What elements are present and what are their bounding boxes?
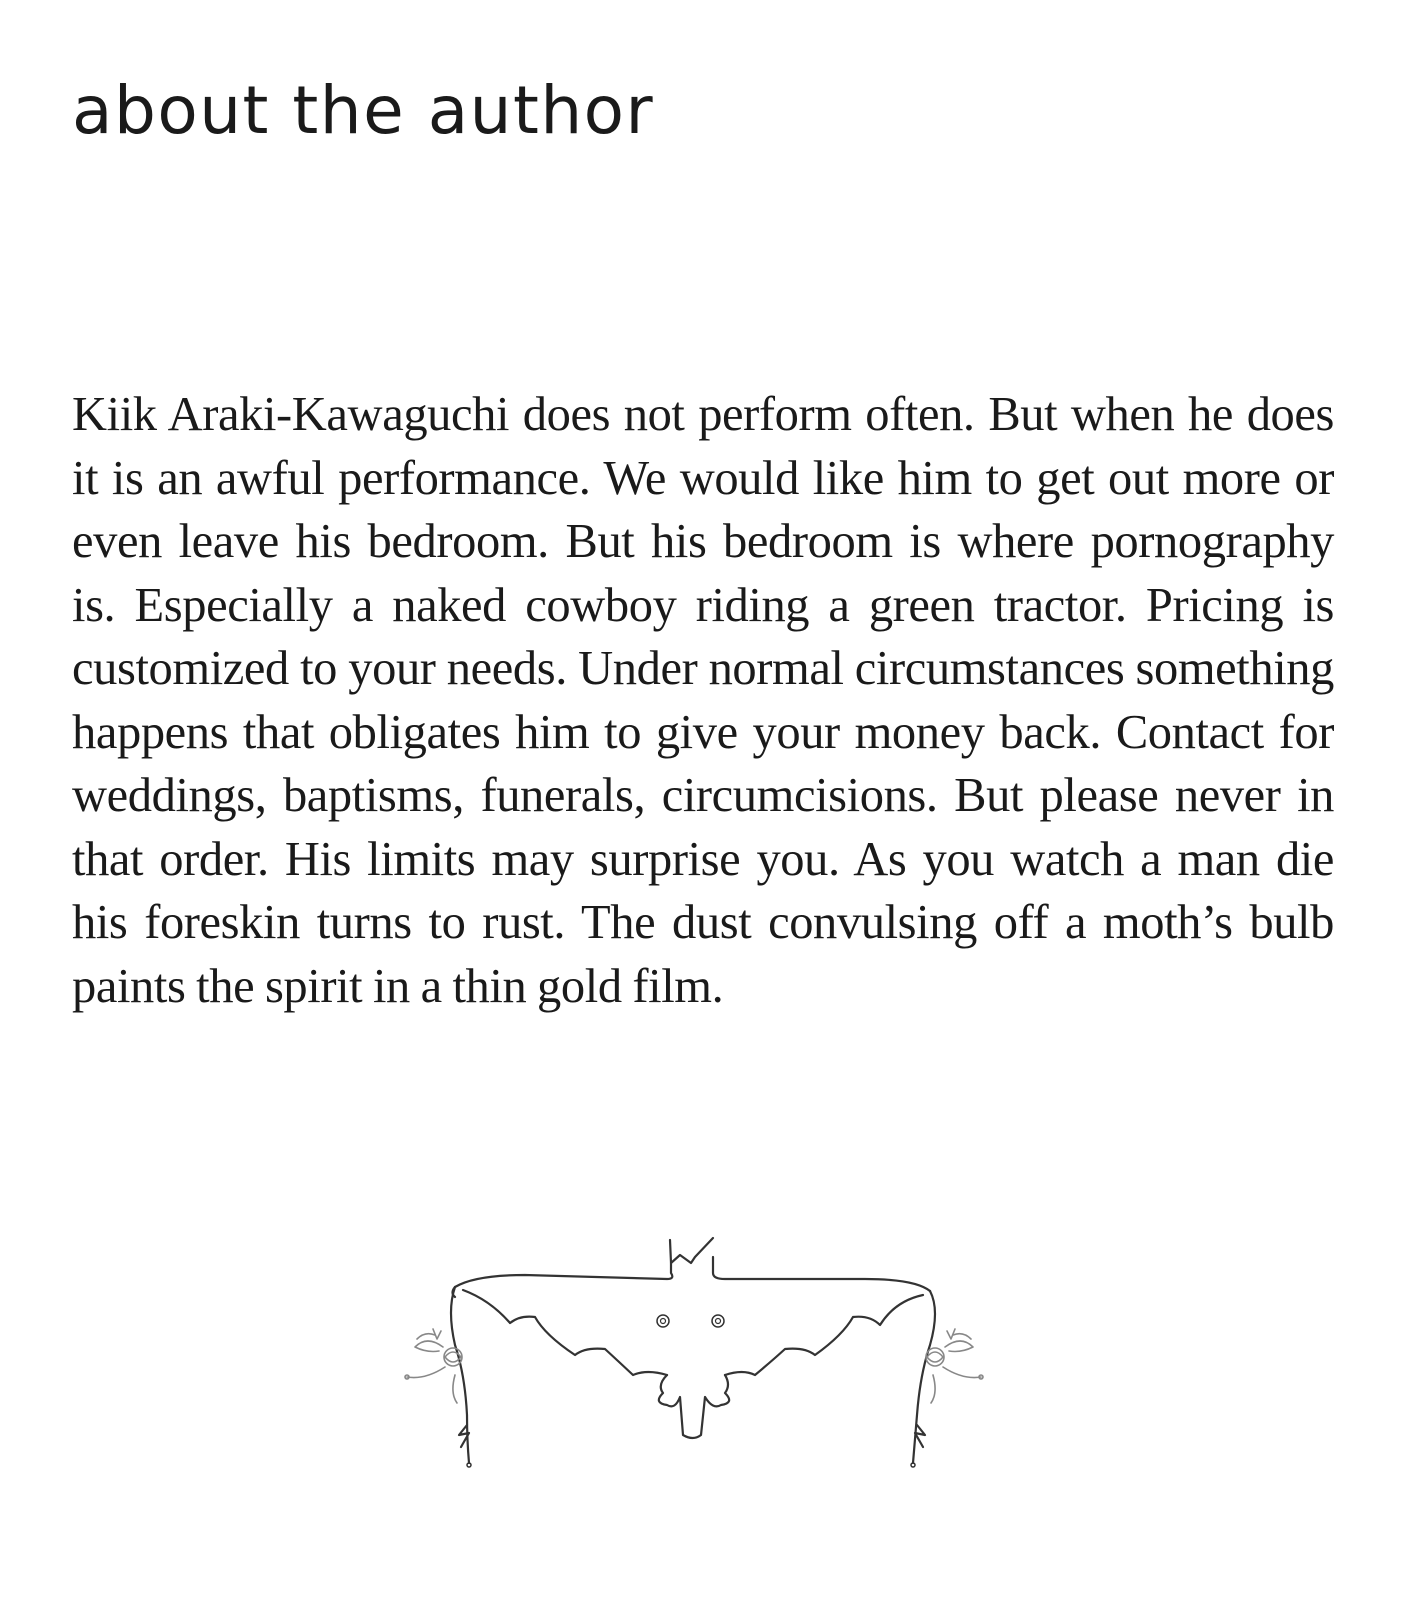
bat-drawing-icon (395, 1235, 1005, 1505)
bat-illustration (395, 1235, 1005, 1505)
author-bio: Kiik Araki-Kawaguchi does not perform often. But when he does it is an awful performance. We would like him to get out more or even leave his bedroom. But his bedroom is where pornography is. Especially a naked cowboy riding a green tractor. Pricing is customized to your needs. Under normal circumstances something happens that obligates him to give your money back. Contact for weddings, baptisms, funerals, circumcisions. But please never in that order. His limits may surprise you. As you watch a man die his foreskin turns to rust. The dust convulsing off a moth’s bulb paints the spirit in a thin gold film. (72, 388, 1334, 1013)
page-title: about the author (72, 72, 655, 149)
